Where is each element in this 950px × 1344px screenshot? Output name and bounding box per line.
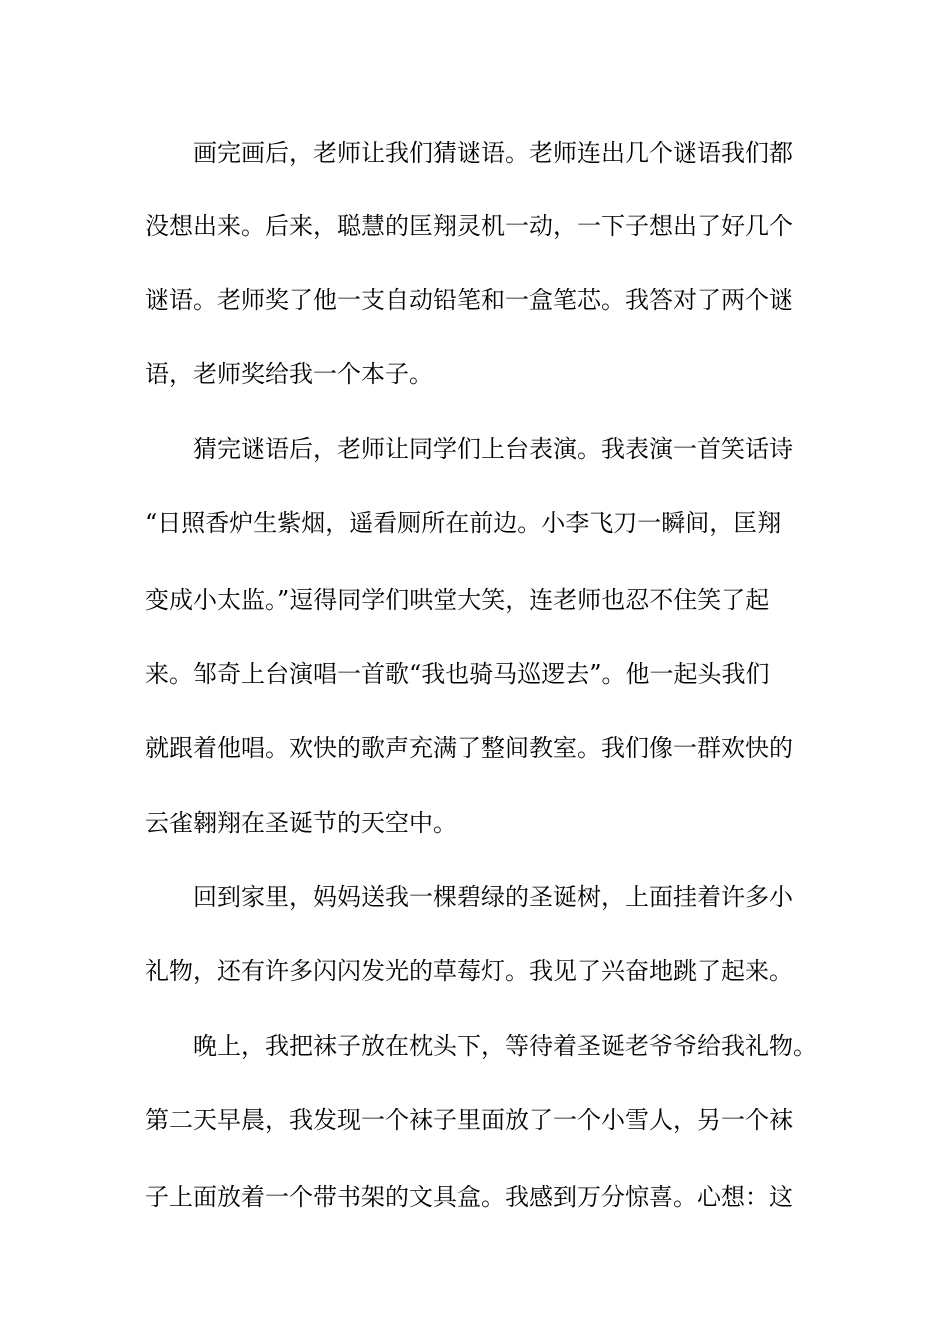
text-line: 回到家里，妈妈送我一棵碧绿的圣诞树，上面挂着许多小 [193, 883, 793, 911]
text-line: “日照香炉生紫烟，遥看厕所在前边。小李飞刀一瞬间，匡翔 [145, 509, 782, 537]
text-line: 来。邹奇上台演唱一首歌“我也骑马巡逻去”。他一起头我们 [145, 660, 770, 688]
text-line: 第二天早晨，我发现一个袜子里面放了一个小雪人，另一个袜 [145, 1106, 793, 1134]
text-line: 就跟着他唱。欢快的歌声充满了整间教室。我们像一群欢快的 [145, 734, 793, 762]
text-line: 语，老师奖给我一个本子。 [145, 360, 433, 388]
text-line: 子上面放着一个带书架的文具盒。我感到万分惊喜。心想：这 [145, 1183, 793, 1211]
text-line: 云雀翱翔在圣诞节的天空中。 [145, 809, 457, 837]
text-line: 谜语。老师奖了他一支自动铅笔和一盒笔芯。我答对了两个谜 [145, 286, 793, 314]
text-line: 没想出来。后来，聪慧的匡翔灵机一动，一下子想出了好几个 [145, 212, 793, 240]
text-line: 猜完谜语后，老师让同学们上台表演。我表演一首笑话诗 [193, 435, 793, 463]
text-line: 画完画后，老师让我们猜谜语。老师连出几个谜语我们都 [193, 139, 793, 167]
text-line: 变成小太监。”逗得同学们哄堂大笑，连老师也忍不住笑了起 [145, 586, 770, 614]
text-line: 晚上，我把袜子放在枕头下，等待着圣诞老爷爷给我礼物。 [193, 1032, 817, 1060]
text-line: 礼物，还有许多闪闪发光的草莓灯。我见了兴奋地跳了起来。 [145, 957, 793, 985]
